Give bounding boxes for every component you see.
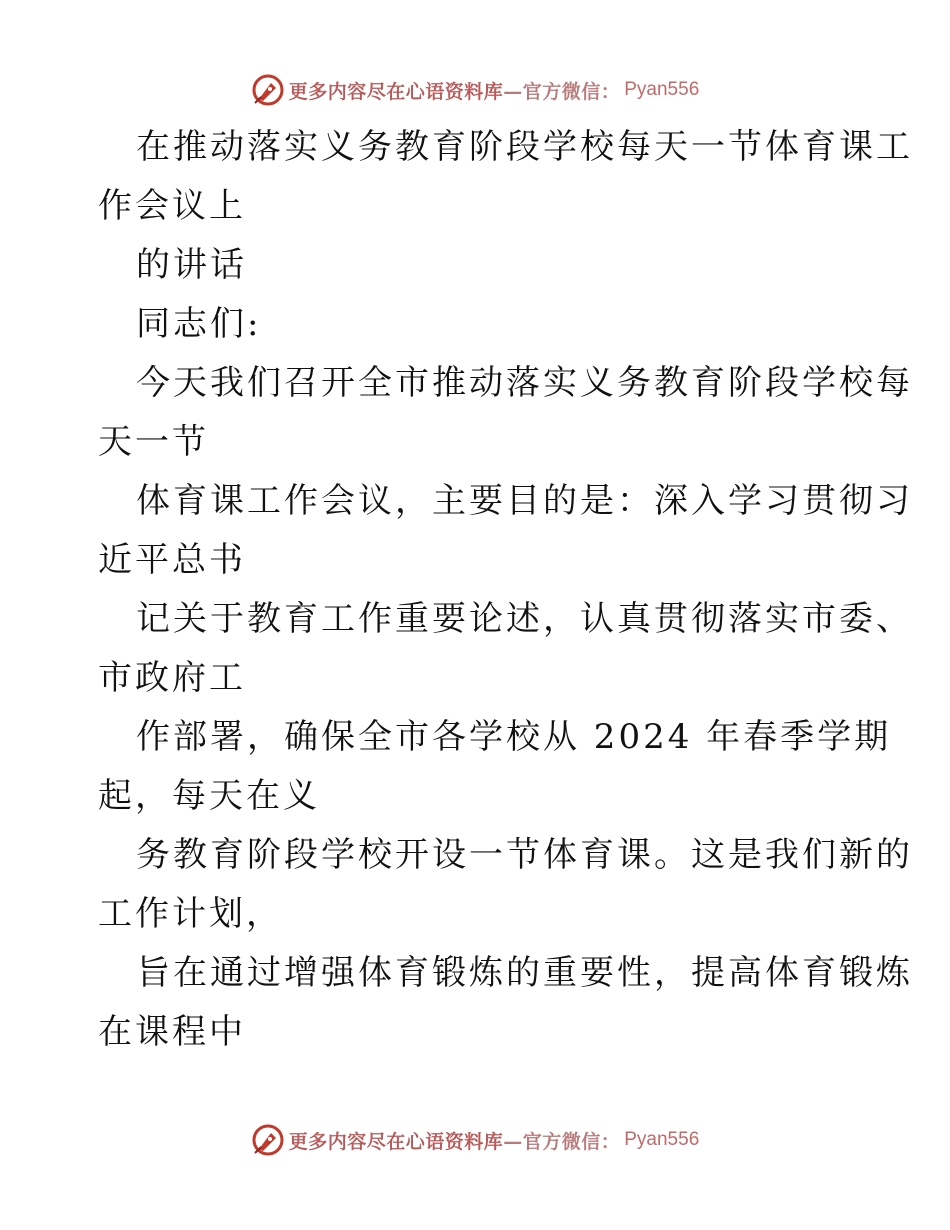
text-line: 的讲话	[136, 245, 247, 285]
text-line: 作会议上	[98, 186, 246, 226]
wechat-id: Pyan556	[624, 1129, 700, 1150]
footer-banner	[0, 1120, 950, 1160]
text-line: 记关于教育工作重要论述，认真贯彻落实市委、	[136, 599, 913, 639]
text-line: 市政府工	[98, 658, 246, 698]
text-line: 天一节	[98, 422, 209, 462]
pen-nib-logo-icon	[251, 1123, 285, 1157]
wechat-id: Pyan556	[624, 79, 700, 100]
text-line: 同志们:	[136, 304, 262, 344]
banner-text: 更多内容尽在心语资料库—官方微信：	[288, 1130, 621, 1153]
text-line: 近平总书	[98, 540, 246, 580]
text-line: 体育课工作会议，主要目的是：深入学习贯彻习	[136, 481, 913, 521]
text-line: 务教育阶段学校开设一节体育课。这是我们新的	[136, 835, 913, 875]
text-line: 工作计划，	[98, 894, 283, 934]
text-line: 旨在通过增强体育锻炼的重要性，提高体育锻炼	[136, 953, 913, 993]
document-body	[98, 118, 913, 1062]
banner-text: 更多内容尽在心语资料库—官方微信：	[288, 80, 621, 103]
text-line: 起，每天在义	[98, 776, 320, 816]
text-line: 作部署，确保全市各学校从 2024 年春季学期	[136, 717, 892, 757]
header-banner	[0, 70, 950, 110]
text-line: 在课程中	[98, 1012, 246, 1052]
text-line: 今天我们召开全市推动落实义务教育阶段学校每	[136, 363, 913, 403]
pen-nib-logo-icon	[251, 73, 285, 107]
text-line: 在推动落实义务教育阶段学校每天一节体育课工	[136, 127, 913, 167]
